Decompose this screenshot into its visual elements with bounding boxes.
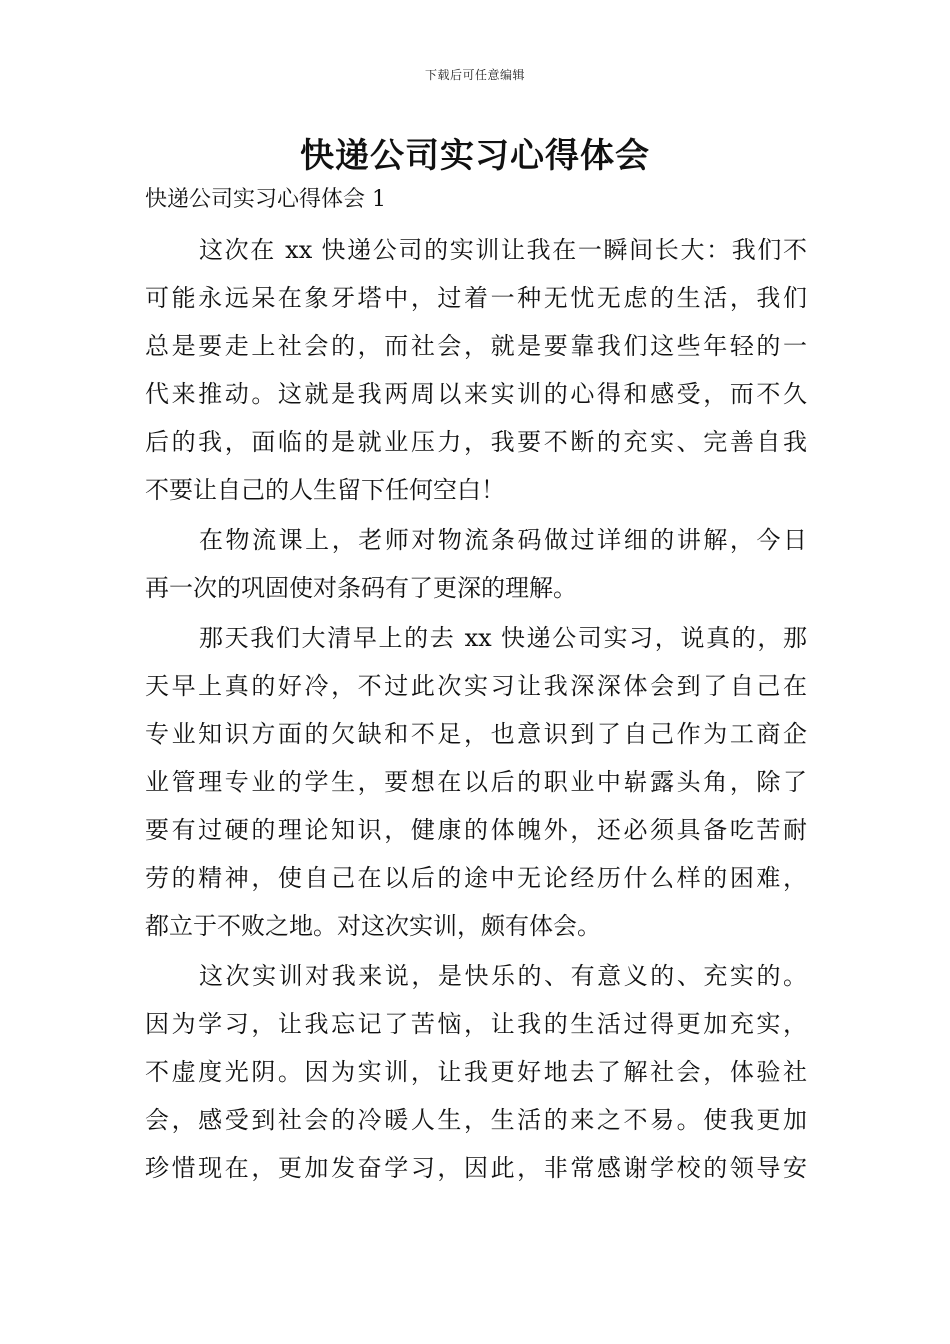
paragraph-line: 都立于不败之地。对这次实训，颇有体会。 bbox=[145, 912, 601, 940]
paragraph-line: 专业知识方面的欠缺和不足，也意识到了自己作为工商企 bbox=[145, 720, 807, 748]
paragraph-line: 这次实训对我来说，是快乐的、有意义的、充实的。 bbox=[199, 962, 807, 990]
header-note: 下载后可任意编辑 bbox=[424, 68, 525, 82]
paragraph-line: 这次在 xx 快递公司的实训让我在一瞬间长大：我们不 bbox=[199, 236, 807, 264]
paragraph-line: 要有过硬的理论知识，健康的体魄外，还必须具备吃苦耐 bbox=[145, 816, 807, 844]
document-title: 快递公司实习心得体会 bbox=[300, 136, 650, 176]
paragraph-line: 业管理专业的学生，要想在以后的职业中崭露头角，除了 bbox=[145, 768, 807, 796]
paragraph-line: 在物流课上，老师对物流条码做过详细的讲解，今日 bbox=[199, 526, 807, 554]
paragraph-line: 总是要走上社会的，而社会，就是要靠我们这些年轻的一 bbox=[145, 332, 807, 360]
paragraph-line: 会，感受到社会的冷暖人生，生活的来之不易。使我更加 bbox=[145, 1106, 807, 1134]
paragraph-line: 天早上真的好冷，不过此次实习让我深深体会到了自己在 bbox=[145, 672, 807, 700]
paragraph-4 bbox=[145, 952, 807, 1192]
paragraph-line: 那天我们大清早上的去 xx 快递公司实习，说真的，那 bbox=[199, 624, 807, 652]
paragraph-line: 再一次的巩固使对条码有了更深的理解。 bbox=[145, 574, 577, 602]
section-subtitle: 快递公司实习心得体会 1 bbox=[145, 187, 386, 212]
paragraph-line: 珍惜现在，更加发奋学习，因此，非常感谢学校的领导安 bbox=[145, 1154, 807, 1182]
document-body bbox=[145, 178, 807, 1194]
paragraph-line: 后的我，面临的是就业压力，我要不断的充实、完善自我 bbox=[145, 428, 807, 456]
paragraph-2 bbox=[145, 516, 807, 612]
paragraph-line: 代来推动。这就是我两周以来实训的心得和感受，而不久 bbox=[145, 380, 807, 408]
paragraph-line: 因为学习，让我忘记了苦恼，让我的生活过得更加充实， bbox=[145, 1010, 807, 1038]
paragraph-line: 不虚度光阴。因为实训，让我更好地去了解社会，体验社 bbox=[145, 1058, 807, 1086]
paragraph-3 bbox=[145, 614, 807, 950]
paragraph-line: 可能永远呆在象牙塔中，过着一种无忧无虑的生活，我们 bbox=[145, 284, 807, 312]
paragraph-line: 劳的精神，使自己在以后的途中无论经历什么样的困难， bbox=[145, 864, 807, 892]
paragraph-1 bbox=[145, 226, 807, 514]
paragraph-line: 不要让自己的人生留下任何空白！ bbox=[145, 476, 505, 504]
